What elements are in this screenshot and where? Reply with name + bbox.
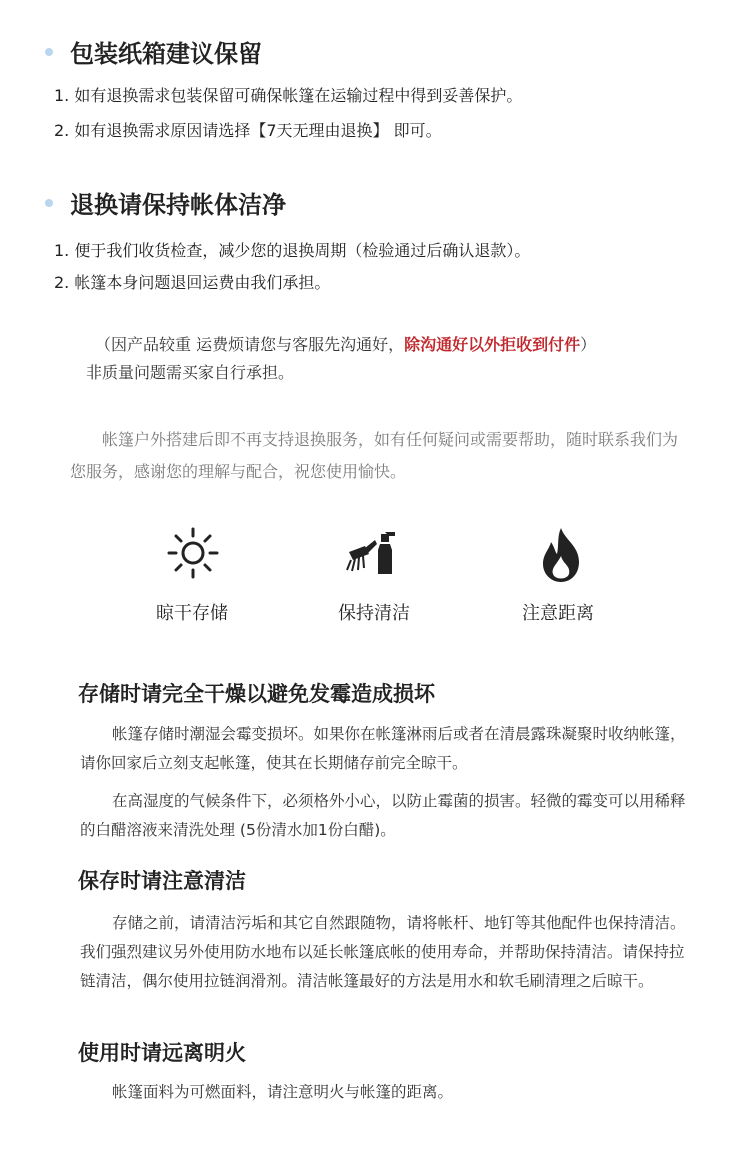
paragraph-clean-1: 存储之前，请清洁污垢和其它自然跟随物，请将帐杆、地钉等其他配件也保持清洁。我们强烈建议另外使用防水地布以延长帐篷底帐的使用寿命，并帮助保持清洁。请保持拉链清洁，偶尔使用拉链润滑剂。清洁帐篷最好的方法是用水和软毛刷清理之后晾干。 bbox=[80, 914, 686, 990]
note-highlight: 除沟通好以外拒收到付件 bbox=[404, 335, 581, 354]
paragraph-dry-2: 在高湿度的气候条件下，必须格外小心，以防止霉菌的损害。轻微的霉变可以用稀释的白醋溶液来清洗处理 (5份清水加1份白醋)。 bbox=[80, 792, 686, 839]
bullet-dot bbox=[45, 48, 53, 56]
section-title-packaging: 包装纸箱建议保留 bbox=[70, 40, 262, 68]
service-paragraph: 帐篷户外搭建后即不再支持退换服务，如有任何疑问或需要帮助，随时联系我们为您服务，感谢您的理解与配合，祝您使用愉快。 bbox=[70, 430, 679, 481]
heading-cleaning: 保存时请注意清洁 bbox=[78, 869, 246, 893]
cleaning-brush-spray-icon bbox=[345, 526, 401, 582]
note-prefix: （因产品较重 运费烦请您与客服先沟通好， bbox=[95, 335, 405, 354]
sun-icon bbox=[165, 525, 221, 581]
icon-label-clean: 保持清洁 bbox=[338, 603, 410, 624]
list-item: 1. 如有退换需求包装保留可确保帐篷在运输过程中得到妥善保护。 bbox=[54, 86, 523, 105]
paragraph-fire-1: 帐篷面料为可燃面料，请注意明火与帐篷的距离。 bbox=[112, 1083, 454, 1101]
shipping-note-line2: 非质量问题需买家自行承担。 bbox=[86, 363, 295, 382]
bullet-dot bbox=[45, 199, 53, 207]
list-item: 1. 便于我们收货检查，减少您的退换周期（检验通过后确认退款）。 bbox=[54, 241, 531, 260]
heading-dry-storage: 存储时请完全干燥以避免发霉造成损坏 bbox=[78, 682, 435, 706]
paragraph-dry-1: 帐篷存储时潮湿会霉变损坏。如果你在帐篷淋雨后或者在清晨露珠凝聚时收纳帐篷，请你回家后立刻支起帐篷，使其在长期储存前完全晾干。 bbox=[80, 725, 686, 772]
note-suffix: ） bbox=[580, 335, 597, 354]
icon-label-dry: 晾干存储 bbox=[156, 603, 228, 624]
shipping-note bbox=[95, 332, 596, 355]
fire-icon bbox=[533, 526, 589, 582]
icon-label-distance: 注意距离 bbox=[522, 603, 594, 624]
list-item: 2. 帐篷本身问题退回运费由我们承担。 bbox=[54, 273, 331, 292]
list-item: 2. 如有退换需求原因请选择【7天无理由退换】 即可。 bbox=[54, 121, 442, 140]
section-title-return-clean: 退换请保持帐体洁净 bbox=[70, 191, 286, 219]
heading-fire: 使用时请远离明火 bbox=[78, 1041, 246, 1065]
